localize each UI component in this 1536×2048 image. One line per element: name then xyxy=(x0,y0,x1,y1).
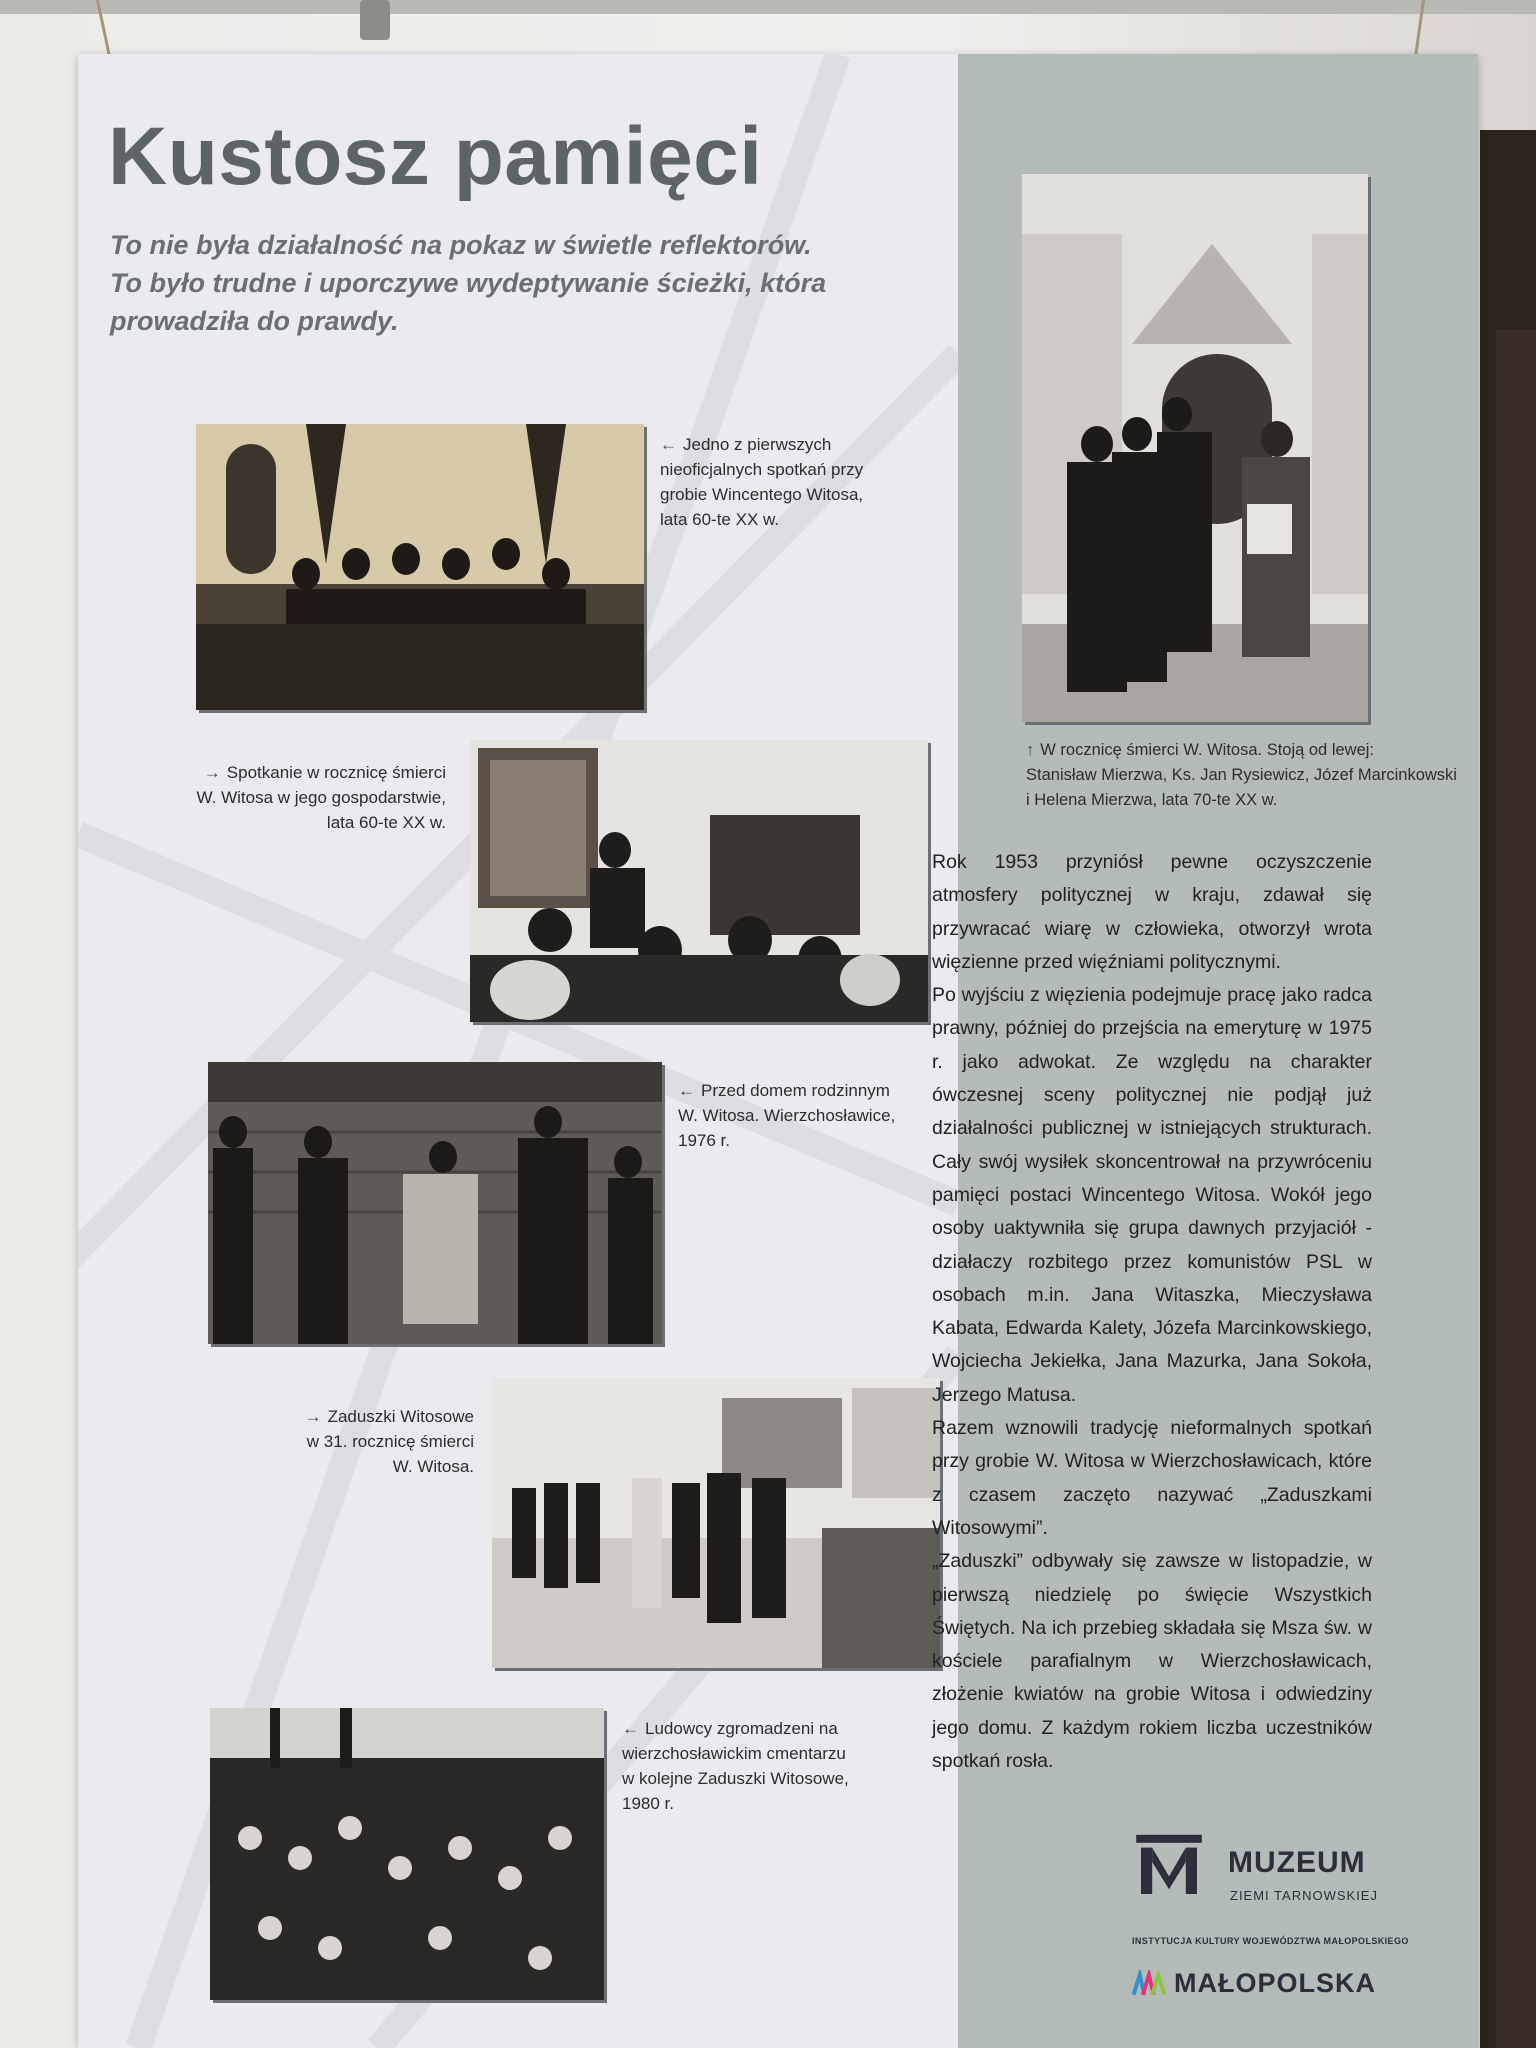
caption-line: lata 60-te XX w. xyxy=(660,510,780,529)
caption-line: w kolejne Zaduszki Witosowe, xyxy=(622,1769,849,1788)
dark-door-frame xyxy=(1480,130,1536,2048)
caption-line: W. Witosa w jego gospodarstwie, xyxy=(196,788,446,807)
photo-farm-meeting-image xyxy=(470,740,928,1022)
poster-subtitle xyxy=(110,226,870,340)
arrow-up-icon: ↑ xyxy=(1026,741,1035,759)
caption-line: wierzchosławickim cmentarzu xyxy=(622,1744,846,1763)
caption-church-group xyxy=(1026,738,1457,813)
caption-line: ↑ W rocznicę śmierci W. Witosa. Stoją od lewej: xyxy=(1026,741,1375,759)
malopolska-logo-icon xyxy=(1132,1970,1166,1998)
subtitle-line: prowadziła do prawdy. xyxy=(110,306,399,336)
hanging-rail xyxy=(0,0,1536,14)
photo-family-house xyxy=(208,1062,662,1344)
photo-graveside-meeting-image xyxy=(196,424,644,710)
caption-farm-meeting xyxy=(196,760,446,835)
body-paragraph: Rok 1953 przyniósł pewne oczyszczenie atmosfery politycznej w kraju, zdawał się przywracać wiarę w człowieka, otworzył wrota więzienne przed więźniami politycznymi. xyxy=(932,851,1372,973)
caption-line: ← Ludowcy zgromadzeni na xyxy=(622,1719,838,1738)
caption-line: W. Witosa. Wierzchosławice, xyxy=(678,1106,896,1125)
arrow-left-icon: ← xyxy=(622,1719,639,1738)
arrow-right-icon: → xyxy=(203,763,221,782)
caption-family-house xyxy=(678,1078,895,1153)
arrow-left-icon: ← xyxy=(678,1081,695,1100)
photo-graveside-meeting xyxy=(196,424,644,710)
arrow-right-icon: → xyxy=(304,1407,322,1426)
body-paragraph: Po wyjściu z więzienia podejmuje pracę jako radca prawny, później do przejścia na emeryturę w 1975 r. jako adwokat. Ze względu na charakter ówczesnej sceny politycznej nie podjął już działalności publicznej w istniejących strukturach. Cały swój wysiłek skoncentrował na przywróceniu pamięci postaci Wincentego Witosa. Wokół jego osoby uaktywniła się grupa dawnych przyjaciół - działaczy rozbitego przez komunistów PSL w osobach m.in. Jana Witaszka, Mieczysława Kabata, Edwarda Kalety, Józefa Marcinkowskiego, Wojciecha Jekiełka, Jana Mazurka, Jana Sokoła, Jerzego Matusa. xyxy=(932,984,1372,1406)
caption-line: Stanisław Mierzwa, Ks. Jan Rysiewicz, Józef Marcinkowski xyxy=(1026,766,1457,784)
photo-cemetery-crowd-image xyxy=(210,1708,604,2000)
caption-procession xyxy=(248,1404,474,1479)
arrow-left-icon: ← xyxy=(660,435,677,454)
caption-line: grobie Wincentego Witosa, xyxy=(660,485,864,504)
photo-family-house-image xyxy=(208,1062,662,1344)
photo-cemetery-crowd xyxy=(210,1708,604,2000)
poster-title: Kustosz pamięci xyxy=(108,111,763,202)
institution-label: INSTYTUCJA KULTURY WOJEWÓDZTWA MAŁOPOLSKIEGO xyxy=(1132,1936,1409,1946)
body-paragraph: Razem wznowili tradycję nieformalnych spotkań przy grobie W. Witosa w Wierzchosławicach, które z czasem zaczęto nazywać „Zaduszkami Witosowymi”. xyxy=(932,1417,1372,1539)
caption-line: lata 60-te XX w. xyxy=(326,813,446,832)
malopolska-label: MAŁOPOLSKA xyxy=(1174,1968,1376,1998)
caption-line: nieoficjalnych spotkań przy xyxy=(660,460,864,479)
caption-line: W. Witosa. xyxy=(392,1457,474,1476)
museum-name: MUZEUM xyxy=(1228,1846,1366,1879)
subtitle-line: To nie była działalność na pokaz w świetle reflektorów. xyxy=(110,230,812,260)
photo-church-group xyxy=(1022,174,1368,722)
caption-graveside-meeting xyxy=(660,432,863,532)
caption-line: 1980 r. xyxy=(622,1794,674,1813)
main-body-text xyxy=(932,846,1372,1778)
museum-subtitle: ZIEMI TARNOWSKIEJ xyxy=(1230,1888,1378,1903)
caption-line: → Spotkanie w rocznicę śmierci xyxy=(203,763,446,782)
body-paragraph: „Zaduszki” odbywały się zawsze w listopadzie, w pierwszą niedzielę po święcie Wszystkich Świętych. Na ich przebieg składała się Msza św. w kościele parafialnym w Wierzchosławicach, złożenie kwiatów na grobie Witosa i odwiedziny jego domu. Z każdym rokiem liczba uczestników spotkań rosła. xyxy=(932,1550,1372,1773)
museum-logo-icon xyxy=(1128,1830,1210,1902)
photo-procession xyxy=(492,1378,940,1668)
photo-church-group-image xyxy=(1022,174,1368,722)
photo-procession-image xyxy=(492,1378,940,1668)
caption-line: w 31. rocznicę śmierci xyxy=(306,1432,474,1451)
rail-hook xyxy=(360,0,390,40)
door-panel xyxy=(1496,330,1536,2048)
caption-line: ← Jedno z pierwszych xyxy=(660,435,832,454)
caption-line: 1976 r. xyxy=(678,1131,730,1150)
photo-farm-meeting xyxy=(470,740,928,1022)
caption-cemetery-crowd xyxy=(622,1716,849,1816)
caption-line: i Helena Mierzwa, lata 70-te XX w. xyxy=(1026,791,1278,809)
subtitle-line: To było trudne i uporczywe wydeptywanie ścieżki, która xyxy=(110,268,827,298)
caption-line: ← Przed domem rodzinnym xyxy=(678,1081,890,1100)
caption-line: → Zaduszki Witosowe xyxy=(304,1407,474,1426)
